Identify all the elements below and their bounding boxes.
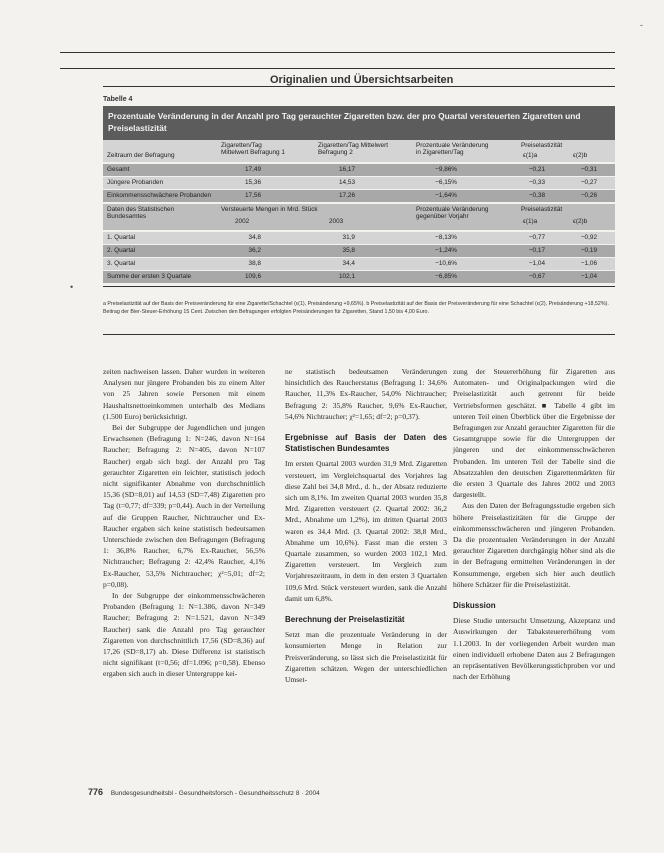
header-elasticity-b: ϵ(2)b xyxy=(573,218,588,225)
header-elasticity: Preiselastizität xyxy=(521,142,563,149)
table-header-2 xyxy=(103,204,615,230)
paragraph: Setzt man die prozentuale Veränderung in der konsumierten Menge in Relation zur Preisveränderung, so lässt sich die Preiselastizität für Zigaretten schätzen. Wegen der unterschiedlichen Umset- xyxy=(285,630,447,685)
table-row xyxy=(103,164,615,176)
row-change: −6,85% xyxy=(435,273,457,280)
row-label: 2. Quartal xyxy=(107,247,136,254)
table-title: Prozentuale Veränderung in der Anzahl pro Tag gerauchter Zigaretten bzw. der pro Quartal versteuerten Zigaretten und Preiselastizität xyxy=(103,106,615,140)
row-elasticity-b: −1,04 xyxy=(580,273,597,280)
row-change: −1,64% xyxy=(435,192,457,199)
header-mean-2: Zigaretten/Tag Mittelwert Befragung 2 xyxy=(318,142,388,156)
row-value-1: 15,36 xyxy=(245,179,261,186)
row-value-2: 31,9 xyxy=(342,234,355,241)
header-elasticity-b: ϵ(2)b xyxy=(573,152,588,159)
row-value-1: 38,8 xyxy=(248,260,261,267)
journal-citation: Bundesgesundheitsbl - Gesundheitsforsch - Gesundheitsschutz 8 · 2004 xyxy=(110,790,320,797)
table-footnote: a Preiselastizität auf der Basis der Preisveränderung für eine Zigarette/Schachtel (ϵ(1), Preisänderung +9,65%). b Preiselastizität auf der Basis der Preisveränderung für eine Schachtel (ϵ(2), Preisänderung +18,52%). Beitrag der Bier-Steuer-Erhöhung 15 Cent. Zwischen den Befragungen erfolgten Preisänderungen für Zigaretten, Stand 1,50 bis 4,00 Euro. xyxy=(103,301,609,315)
row-value-1: 17,49 xyxy=(245,166,261,173)
page-number: 776 xyxy=(88,787,104,797)
row-elasticity-b: −0,26 xyxy=(580,192,597,199)
table-row xyxy=(103,245,615,257)
table-label: Tabelle 4 xyxy=(103,96,133,103)
row-value-2: 16,17 xyxy=(339,166,355,173)
row-label: Jüngere Probanden xyxy=(107,179,164,186)
paragraph: zung der Steuererhöhung für Zigaretten aus Automaten- und Originalpackungen wird die Preiselastizität auch getrennt für beide Vertriebsformen geschätzt. ■ Tabelle 4 gibt im unteren Teil einen Überblick über die Ergebnisse der Befragungen zur Anzahl gerauchter Zigaretten für die Gesamtgruppe sowie für die Untergruppen der jüngeren und der einkommensschwächeren Probanden. Im unteren Teil der Tabelle sind die Absatzzahlen den deutschen Zigarettenmärkten für die ersten 3 Quartale des Jahres 2002 und 2003 dargestellt. xyxy=(453,367,615,500)
paragraph: Im ersten Quartal 2003 wurden 31,9 Mrd. Zigaretten versteuert, im Vergleichsquartal des Vorjahres lag diese Zahl bei 34,8 Mrd., d. h., der Absatz reduzierte sich um 8,1%. Im zweiten Quartal 2003 wurden 35,8 Mrd. Zigaretten versteuert (2. Quartal 2002: 36,2 Mrd., Abnahme um 1,2%), im dritten Quartal 2003 waren es 34,4 Mrd. (3. Quartal 2002: 38,8 Mrd., Abnahme um 10,6%). Fasst man die ersten 3 Quartale zusammen, so wurden 2003 102,1 Mrd. Zigaretten versteuert. Im Vergleich zum Vorjahreszeitraum, in dem in den ersten 3 Quartalen 109,6 Mrd. Stück versteuert wurden, sank die Anzahl damit um 6,8%. xyxy=(285,459,447,603)
row-change: −6,15% xyxy=(435,179,457,186)
row-label: 3. Quartal xyxy=(107,260,136,267)
row-elasticity-a: −0,38 xyxy=(528,192,545,199)
row-elasticity-a: −1,04 xyxy=(528,260,545,267)
header-period: Zeitraum der Befragung xyxy=(107,152,175,159)
paragraph: Aus den Daten der Befragungsstudie ergeben sich höhere Preiselastizitäten für die Gruppe der einkommensschwächeren und jüngeren Probanden. Da die prozentualen Veränderungen in der Anzahl gerauchter Zigaretten durchgängig höher sind als die in der Befragung ermittelten Veränderungen in der Konsummenge, ergeben sich hier auch deutlich höhere Schätzer für die Preiselastizität. xyxy=(453,501,615,589)
row-value-1: 109,6 xyxy=(245,273,261,280)
row-elasticity-a: −0,21 xyxy=(528,166,545,173)
row-value-2: 14,53 xyxy=(339,179,355,186)
header-year-2002: 2002 xyxy=(235,218,250,225)
row-elasticity-b: −0,27 xyxy=(580,179,597,186)
section-heading: Berechnung der Preiselastizität xyxy=(285,615,405,625)
row-value-1: 17,56 xyxy=(245,192,261,199)
row-label: Summe der ersten 3 Quartale xyxy=(107,273,192,280)
header-elasticity-a: ϵ(1)a xyxy=(523,152,538,159)
header-taxed-amounts: Versteuerte Mengen in Mrd. Stück xyxy=(221,206,318,213)
row-change: −8,13% xyxy=(435,234,457,241)
header-source: Daten des Statistischen Bundesamtes xyxy=(107,206,175,220)
row-elasticity-b: −0,19 xyxy=(580,247,597,254)
row-elasticity-a: −0,77 xyxy=(528,234,545,241)
paragraph: ne statistisch bedeutsamen Veränderungen hinsichtlich des Raucherstatus (Befragung 1: 34,6% Raucher, 11,3% Ex-Raucher, 54,0% Nichtraucher; Befragung 2: 35,8% Raucher, 9,6% Ex-Raucher, 54,6% Nichtraucher; χ²=1,65; df=2; p=0,37). xyxy=(285,367,447,421)
page-footer xyxy=(88,787,320,797)
row-value-2: 34,4 xyxy=(342,260,355,267)
row-elasticity-b: −1,06 xyxy=(580,260,597,267)
header-year-2003: 2003 xyxy=(329,218,344,225)
table-row xyxy=(103,258,615,270)
header-change: Prozentuale Veränderung in Zigaretten/Tag xyxy=(416,142,489,156)
row-elasticity-a: −0,67 xyxy=(528,273,545,280)
row-change: −1,24% xyxy=(435,247,457,254)
paragraph: Bei der Subgruppe der Jugendlichen und jungen Erwachsenen (Befragung 1: N=246, davon N=164 Raucher; Befragung 2: N=405, davon N=107 Raucher) ergab sich bzgl. der Anzahl pro Tag gerauchter Zigaretten ein leichter, statistisch jedoch nicht signifikanter Abnahme von durchschnittlich 15,36 (SD=8,01) auf 14,53 (SD=7,48) Zigaretten pro Tag (t=0,77; df=339; p=0,44). Auch in der Verteilung auf die Gruppen Raucher, Nichtraucher und Ex-Raucher ergaben sich keine statistisch bedeutsamen Unterschiede zwischen den Befragungen (Befragung 1: 36,8% Raucher, 6,7% Ex-Raucher, 56,5% Nichtraucher; Befragung 2: 42,4% Raucher, 4,1% Ex-Raucher, 53,5% Nichtraucher; χ²=5,01; df=2; p=0,08). xyxy=(103,423,265,589)
row-change: −10,6% xyxy=(435,260,457,267)
header-mean-1: Zigaretten/Tag Mittelwert Befragung 1 xyxy=(221,142,285,156)
row-label: Einkommensschwächere Probanden xyxy=(107,192,212,199)
row-elasticity-b: −0,92 xyxy=(580,234,597,241)
top-rule-1 xyxy=(60,52,615,53)
header-elasticity-a: ϵ(1)a xyxy=(523,218,538,225)
header-change-prev-year: Prozentuale Veränderung gegenüber Vorjahr xyxy=(416,206,489,220)
row-value-1: 36,2 xyxy=(248,247,261,254)
top-rule-2 xyxy=(60,68,615,69)
paragraph: Diese Studie untersucht Umsetzung, Akzeptanz und Auswirkungen der Tabaksteuererhöhung vom 1.1.2003. In der vorliegenden Arbeit wurden man einen individuell erhobene Daten aus 2 Befragungen an repräsentativen Bevölkerungsstichproben vor und nach der Erhöhung xyxy=(453,616,615,682)
row-value-2: 17,26 xyxy=(339,192,355,199)
row-change: −9,86% xyxy=(435,166,457,173)
header-rule xyxy=(103,86,615,87)
row-value-2: 102,1 xyxy=(339,273,355,280)
margin-mark-icon: • xyxy=(70,282,74,292)
row-elasticity-a: −0,17 xyxy=(528,247,545,254)
paragraph: zeiten nachweisen lassen. Daher wurden in weiteren Analysen nur jüngere Probanden bis zu einem Alter von 25 Jahren sowie Personen mit einem Haushaltsnettoeinkommen unterhalb des Medians (1.500 Euro) berücksichtigt. xyxy=(103,367,265,421)
text-column-3 xyxy=(453,366,615,682)
table-bottom-rule xyxy=(103,286,615,287)
table-header-1 xyxy=(103,140,615,162)
row-label: 1. Quartal xyxy=(107,234,136,241)
section-heading: Ergebnisse auf Basis der Daten des Statistischen Bundesamtes xyxy=(285,433,447,454)
row-label: Gesamt xyxy=(107,166,130,173)
row-elasticity-b: −0,31 xyxy=(580,166,597,173)
table-row xyxy=(103,190,615,202)
row-value-1: 34,8 xyxy=(248,234,261,241)
table-row xyxy=(103,232,615,244)
text-column-1 xyxy=(103,366,265,680)
row-elasticity-a: −0,33 xyxy=(528,179,545,186)
section-heading: Diskussion xyxy=(453,601,496,611)
header-elasticity: Preiselastizität xyxy=(521,206,563,213)
paragraph: In der Subgruppe der einkommensschwächeren Probanden (Befragung 1: N=1.386, davon N=349 Raucher; Befragung 2: N=1.521, davon N=349 Raucher) sank die Anzahl pro Tag gerauchter Zigaretten von durchschnittlich 17,56 (SD=8,36) auf 17,26 (SD=8,17) ab. Diese Differenz ist statistisch nicht signifikant (t=0,56; df=1.096; p=0,58). Ebenso ergaben sich auch in dieser Untergruppe kei- xyxy=(103,591,265,679)
scan-mark-icon: - xyxy=(640,20,643,30)
table-row xyxy=(103,271,615,283)
text-column-2 xyxy=(285,366,447,685)
section-title: Originalien und Übersichtsarbeiten xyxy=(270,74,454,86)
row-value-2: 35,8 xyxy=(342,247,355,254)
table-row xyxy=(103,177,615,189)
footnote-rule xyxy=(103,334,615,335)
